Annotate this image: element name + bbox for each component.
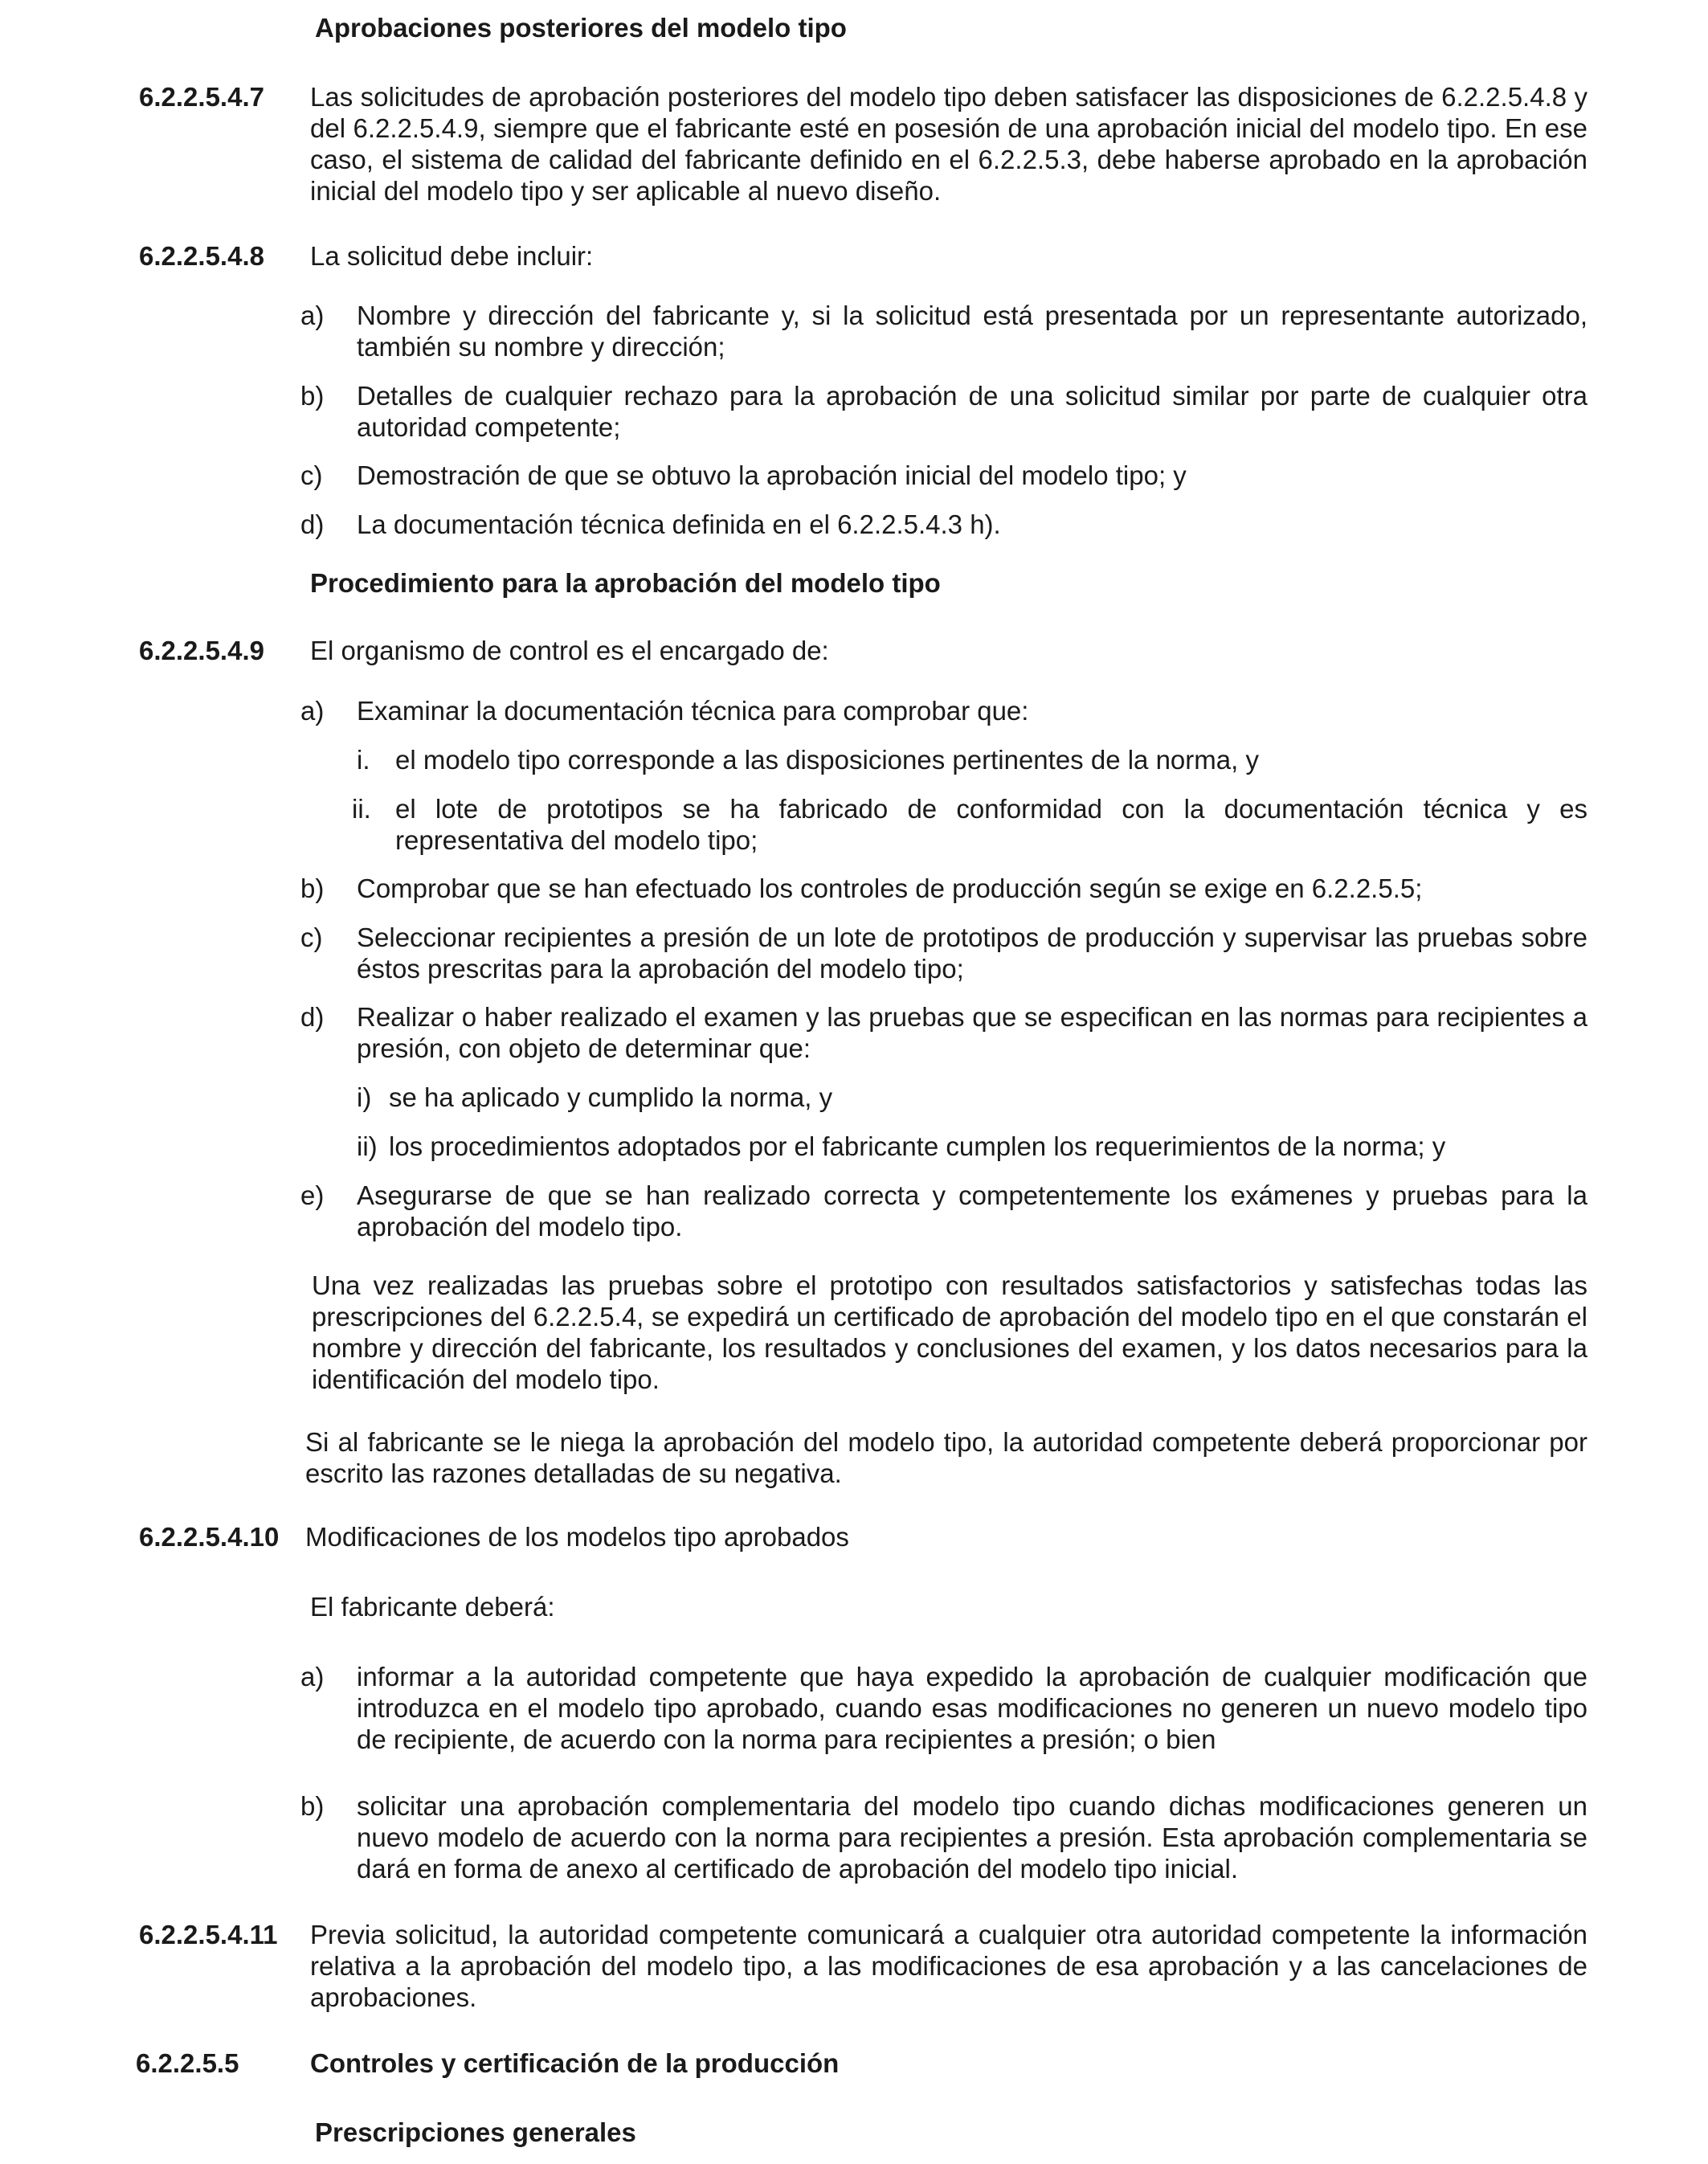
list-marker: a): [300, 696, 325, 726]
list-marker: a): [300, 301, 325, 330]
list-marker: d): [300, 509, 325, 539]
list-marker: b): [300, 1791, 325, 1821]
sublist-item: se ha aplicado y cumplido la norma, y: [389, 1082, 833, 1112]
sublist-marker: i): [357, 1082, 372, 1112]
paragraph-refusal: Si al fabricante se le niega la aprobación del modelo tipo, la autoridad competente deberá proporcionar por escrito las razones detalladas de su negativa.: [305, 1427, 1587, 1488]
sublist-item: el lote de prototipos se ha fabricado de conformidad con la documentación técnica y es representativa del modelo tipo;: [395, 794, 1587, 855]
list-item: La documentación técnica definida en el 6.2.2.5.4.3 h).: [357, 509, 1001, 539]
list-item: Detalles de cualquier rechazo para la aprobación de una solicitud similar por parte de cualquier otra autoridad competente;: [357, 381, 1587, 442]
section-number: 6.2.2.5.5: [136, 2048, 239, 2078]
list-marker: a): [300, 1662, 325, 1692]
sublist-marker: i.: [357, 745, 370, 775]
list-item: Asegurarse de que se han realizado correcta y competentemente los exámenes y pruebas para la aprobación del modelo tipo.: [357, 1180, 1587, 1242]
list-item: Realizar o haber realizado el examen y las pruebas que se especifican en las normas para recipientes a presión, con objeto de determinar que:: [357, 1002, 1587, 1063]
list-marker: b): [300, 381, 325, 411]
sublist-item: los procedimientos adoptados por el fabricante cumplen los requerimientos de la norma; y: [389, 1131, 1446, 1161]
sublist-item: el modelo tipo corresponde a las disposiciones pertinentes de la norma, y: [395, 745, 1259, 775]
section-title: Modificaciones de los modelos tipo aprobados: [305, 1522, 849, 1552]
section-number: 6.2.2.5.4.11: [139, 1920, 278, 1949]
list-item: informar a la autoridad competente que haya expedido la aprobación de cualquier modificación que introduzca en el modelo tipo aprobado, cuando esas modificaciones no generen un nuevo modelo tipo de recipiente, de acuerdo con la norma para recipientes a presión; o bien: [357, 1662, 1587, 1754]
list-item: Nombre y dirección del fabricante y, si la solicitud está presentada por un representante autorizado, también su nombre y dirección;: [357, 301, 1587, 362]
list-marker: b): [300, 873, 325, 903]
list-marker: e): [300, 1180, 325, 1210]
section-number: 6.2.2.5.4.7: [139, 82, 264, 112]
section-intro: El fabricante deberá:: [310, 1592, 555, 1622]
heading-procedimiento: Procedimiento para la aprobación del modelo tipo: [310, 568, 941, 598]
list-marker: d): [300, 1002, 325, 1032]
section-intro: La solicitud debe incluir:: [310, 241, 594, 271]
sublist-marker: ii.: [352, 794, 371, 824]
section-intro: El organismo de control es el encargado de:: [310, 636, 829, 665]
paragraph-certificate: Una vez realizadas las pruebas sobre el prototipo con resultados satisfactorios y satisfechas todas las prescripciones del 6.2.2.5.4, se expedirá un certificado de aprobación del modelo tipo en el que constarán el nombre y dirección del fabricante, los resultados y conclusiones del examen, y los datos necesarios para la identificación del modelo tipo.: [312, 1270, 1587, 1394]
sublist-marker: ii): [357, 1131, 378, 1161]
subheading-prescripciones: Prescripciones generales: [315, 2117, 636, 2147]
list-item: Comprobar que se han efectuado los controles de producción según se exige en 6.2.2.5.5;: [357, 873, 1423, 903]
section-number: 6.2.2.5.4.10: [139, 1522, 280, 1552]
section-text: Previa solicitud, la autoridad competente comunicará a cualquier otra autoridad competente la información relativa a la aprobación del modelo tipo, a las modificaciones de esa aprobación y a las cancelaciones de aprobaciones.: [310, 1920, 1587, 2012]
list-item: Demostración de que se obtuvo la aprobación inicial del modelo tipo; y: [357, 460, 1187, 490]
list-item: solicitar una aprobación complementaria del modelo tipo cuando dichas modificaciones generen un nuevo modelo de acuerdo con la norma para recipientes a presión. Esta aprobación complementaria se dará en forma de anexo al certificado de aprobación del modelo tipo inicial.: [357, 1791, 1587, 1884]
section-number: 6.2.2.5.4.8: [139, 241, 264, 271]
list-marker: c): [300, 460, 323, 490]
list-marker: c): [300, 922, 323, 952]
list-item: Seleccionar recipientes a presión de un lote de prototipos de producción y supervisar las pruebas sobre éstos prescritas para la aprobación del modelo tipo;: [357, 922, 1587, 984]
list-item: Examinar la documentación técnica para comprobar que:: [357, 696, 1029, 726]
section-title: Controles y certificación de la producción: [310, 2048, 840, 2078]
section-number: 6.2.2.5.4.9: [139, 636, 264, 665]
section-text: Las solicitudes de aprobación posteriores del modelo tipo deben satisfacer las disposiciones de 6.2.2.5.4.8 y del 6.2.2.5.4.9, siempre que el fabricante esté en posesión de una aprobación inicial del modelo tipo. En ese caso, el sistema de calidad del fabricante definido en el 6.2.2.5.3, debe haberse aprobado en la aprobación inicial del modelo tipo y ser aplicable al nuevo diseño.: [310, 82, 1587, 206]
heading-aprobaciones-posteriores: Aprobaciones posteriores del modelo tipo: [315, 13, 847, 43]
